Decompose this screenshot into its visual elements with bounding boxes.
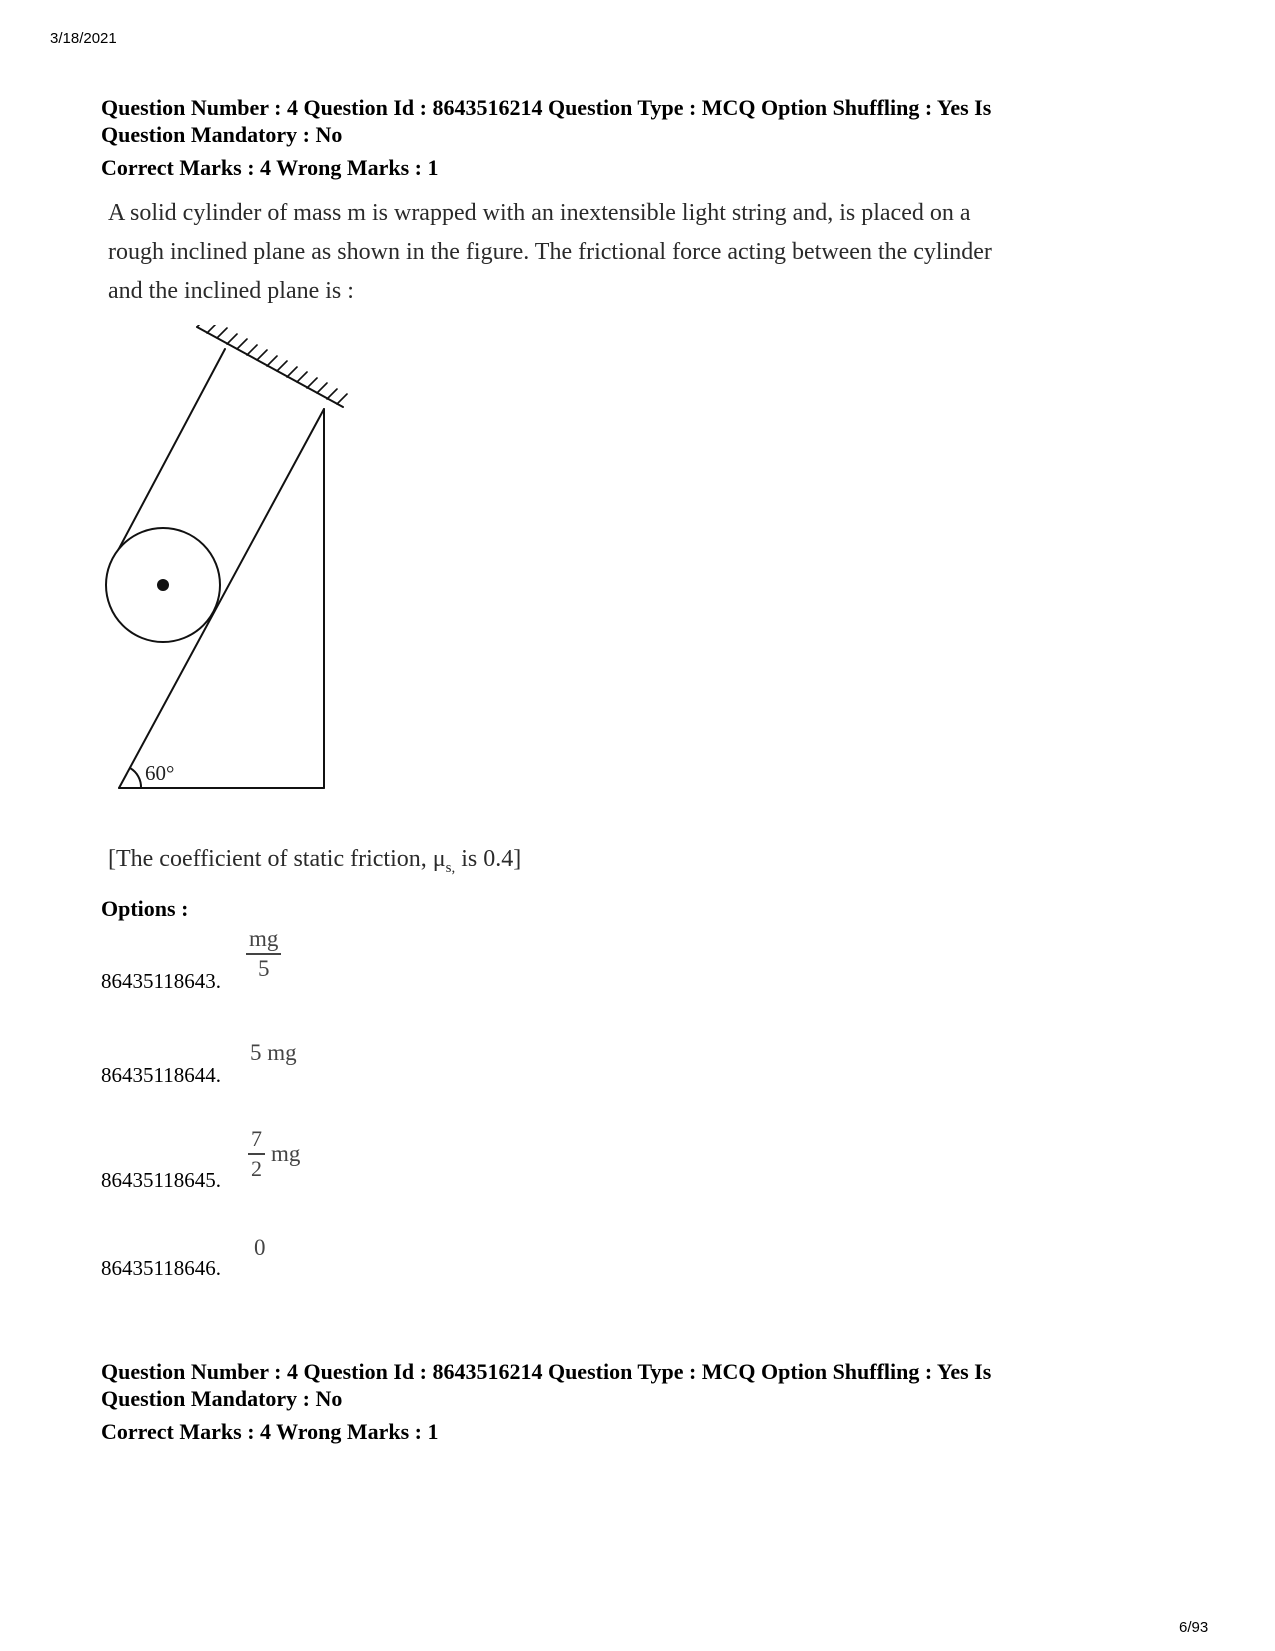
question-meta-line-2: Question Mandatory : No: [101, 1386, 343, 1411]
cylinder-center-dot: [157, 579, 169, 591]
question-header: [101, 94, 1161, 181]
angle-label: 60°: [145, 761, 175, 785]
question-meta-line-2: Question Mandatory : No: [101, 122, 343, 147]
option-value: 0: [254, 1235, 266, 1260]
page-number: 6/93: [1179, 1619, 1209, 1636]
question-text-line-1: A solid cylinder of mass m is wrapped with an inextensible light string and, is placed on a: [108, 200, 971, 226]
question-marks: Correct Marks : 4 Wrong Marks : 1: [101, 155, 439, 180]
angle-arc: [130, 768, 141, 788]
question-meta-line-1: Question Number : 4 Question Id : 8643516214 Question Type : MCQ Option Shuffling : Yes Is: [101, 95, 992, 120]
option-id: 86435118646.: [101, 1256, 221, 1280]
option-value-fraction: $\frac{mg}{5}$: [246, 926, 281, 982]
options-label: Options :: [101, 896, 189, 921]
question-marks: Correct Marks : 4 Wrong Marks : 1: [101, 1419, 439, 1444]
friction-note: [The coefficient of static friction, $\mu_{s,}$ is 0.4]: [108, 846, 522, 876]
next-question-header: [101, 1358, 1161, 1445]
option-id: 86435118645.: [101, 1168, 221, 1192]
print-date: 3/18/2021: [50, 30, 117, 47]
question-text-line-3: and the inclined plane is :: [108, 278, 354, 304]
option-value: 5 mg: [250, 1040, 297, 1065]
question-text: [108, 194, 1188, 311]
inclined-plane-figure: [105, 325, 365, 835]
ceiling-hatching: [197, 325, 347, 404]
ceiling-line: [197, 327, 343, 407]
option-value-fraction: $\frac{7}{2}$ mg: [248, 1126, 300, 1182]
string-left: [114, 349, 225, 558]
question-meta-line-1: Question Number : 4 Question Id : 8643516214 Question Type : MCQ Option Shuffling : Yes Is: [101, 1359, 992, 1384]
option-id: 86435118643.: [101, 969, 221, 993]
option-id: 86435118644.: [101, 1063, 221, 1087]
question-text-line-2: rough inclined plane as shown in the figure. The frictional force acting between the cylinder: [108, 239, 992, 265]
